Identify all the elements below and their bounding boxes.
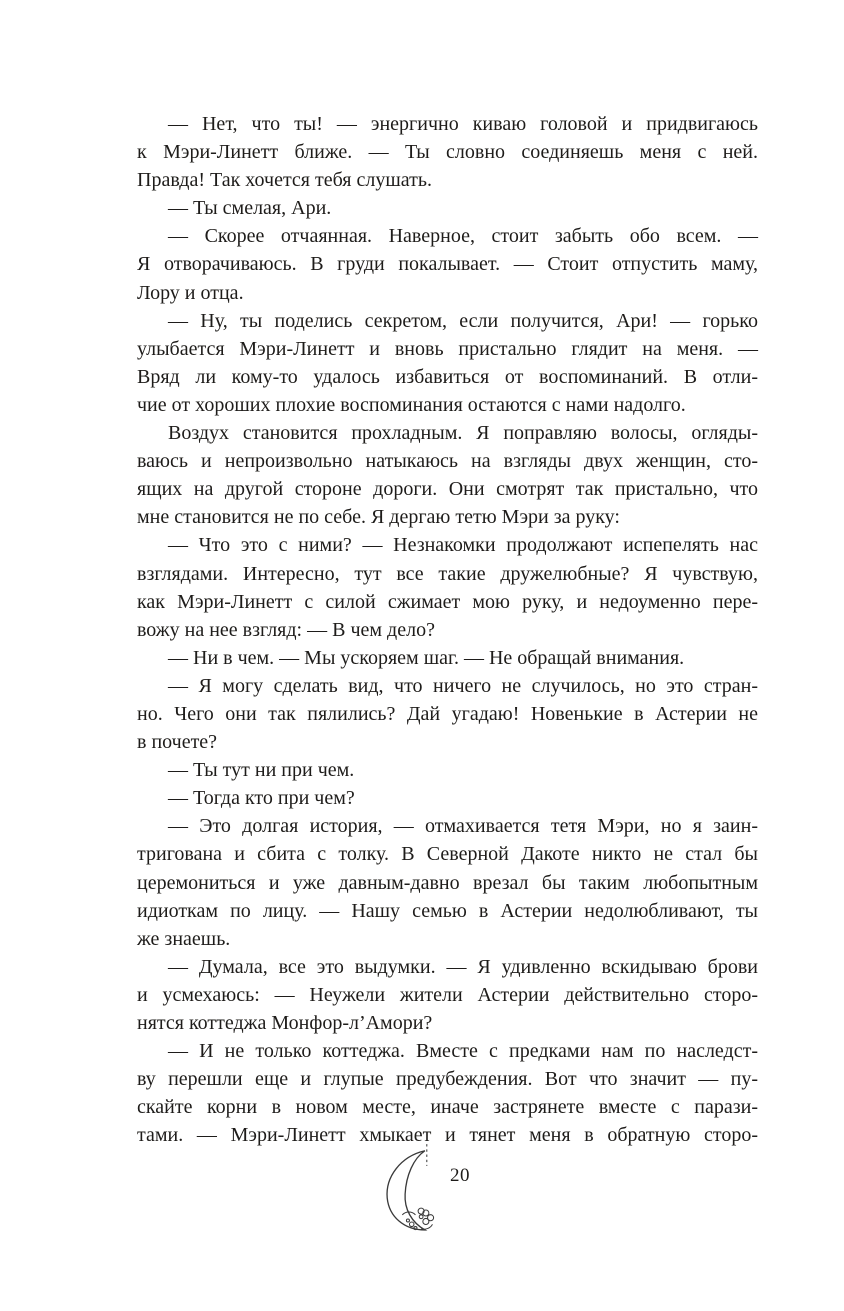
text-line: церемониться и уже давным-давно врезал бы таким любопытным (137, 871, 758, 894)
text-line: улыбается Мэри-Линетт и вновь пристально глядит на меня. — (137, 337, 758, 360)
text-line: и усмехаюсь: — Неужели жители Астерии действительно сторо- (137, 983, 758, 1006)
text-line: чие от хороших плохие воспоминания остаются с нами надолго. (137, 393, 686, 416)
text-line: — Тогда кто при чем? (168, 787, 355, 810)
text-line: ящих на другой стороне дороги. Они смотрят так пристально, что (137, 478, 758, 501)
text-line: — Ни в чем. — Мы ускоряем шаг. — Не обращай внимания. (168, 646, 685, 669)
text-line: же знаешь. (137, 927, 231, 950)
text-line: к Мэри-Линетт ближе. — Ты словно соединяешь меня с ней. (137, 141, 758, 164)
text-line: в почете? (137, 731, 218, 754)
text-line: — И не только коттеджа. Вместе с предками нам по наследст- (168, 1040, 758, 1063)
text-line: тами. — Мэри-Линетт хмыкает и тянет меня в обратную сторо- (137, 1124, 758, 1147)
text-line: скайте корни в новом месте, иначе застрянете вместе с парази- (137, 1096, 758, 1119)
text-line: Я отворачиваюсь. В груди покалывает. — Стоит отпустить маму, (137, 253, 758, 276)
text-block (137, 110, 758, 1149)
text-line: нятся коттеджа Монфор-л’Амори? (137, 1012, 433, 1034)
text-line: Вряд ли кому-то удалось избавиться от воспоминаний. В отли- (137, 365, 758, 388)
text-line: Воздух становится прохладным. Я поправляю волосы, огляды- (168, 422, 758, 445)
text-line: идиоткам по лицу. — Нашу семью в Астерии недолюбливают, ты (137, 899, 758, 922)
text-line: но. Чего они так пялились? Дай угадаю! Новенькие в Астерии не (137, 702, 758, 725)
page-footer (0, 1142, 844, 1234)
text-line: мне становится не по себе. Я дергаю тетю Мэри за руку: (137, 506, 620, 529)
text-line: ву перешли еще и глупые предубеждения. Вот что значит — пу- (137, 1068, 758, 1091)
text-line: — Нет, что ты! — энергично киваю головой и придвигаюсь (168, 113, 758, 135)
text-line: Лору и отца. (137, 281, 244, 304)
text-line: — Ты смелая, Ари. (168, 197, 332, 220)
text-line: Правда! Так хочется тебя слушать. (137, 169, 432, 192)
text-line: взглядами. Интересно, тут все такие дружелюбные? Я чувствую, (137, 562, 758, 585)
crescent-moon-ornament-icon (374, 1142, 440, 1234)
text-line: ваюсь и непроизвольно натыкаюсь на взгляды двух женщин, сто- (137, 450, 758, 473)
text-line: — Ну, ты поделись секретом, если получится, Ари! — горько (168, 309, 758, 332)
text-line: тригована и сбита с толку. В Северной Дакоте никто не стал бы (137, 843, 758, 866)
text-line: — Ты тут ни при чем. (168, 759, 355, 782)
text-line: — Что это с ними? — Незнакомки продолжают испепелять нас (168, 534, 758, 557)
text-line: — Это долгая история, — отмахивается тетя Мэри, но я заин- (168, 815, 758, 838)
text-line: — Скорее отчаянная. Наверное, стоит забыть обо всем. — (168, 225, 758, 248)
text-line: вожу на нее взгляд: — В чем дело? (137, 618, 435, 641)
text-line: как Мэри-Линетт с силой сжимает мою руку, и недоуменно пере- (137, 590, 758, 613)
page-number: 20 (450, 1165, 470, 1186)
text-line: — Думала, все это выдумки. — Я удивленно вскидываю брови (168, 955, 758, 978)
text-line: — Я могу сделать вид, что ничего не случилось, но это стран- (168, 674, 758, 697)
